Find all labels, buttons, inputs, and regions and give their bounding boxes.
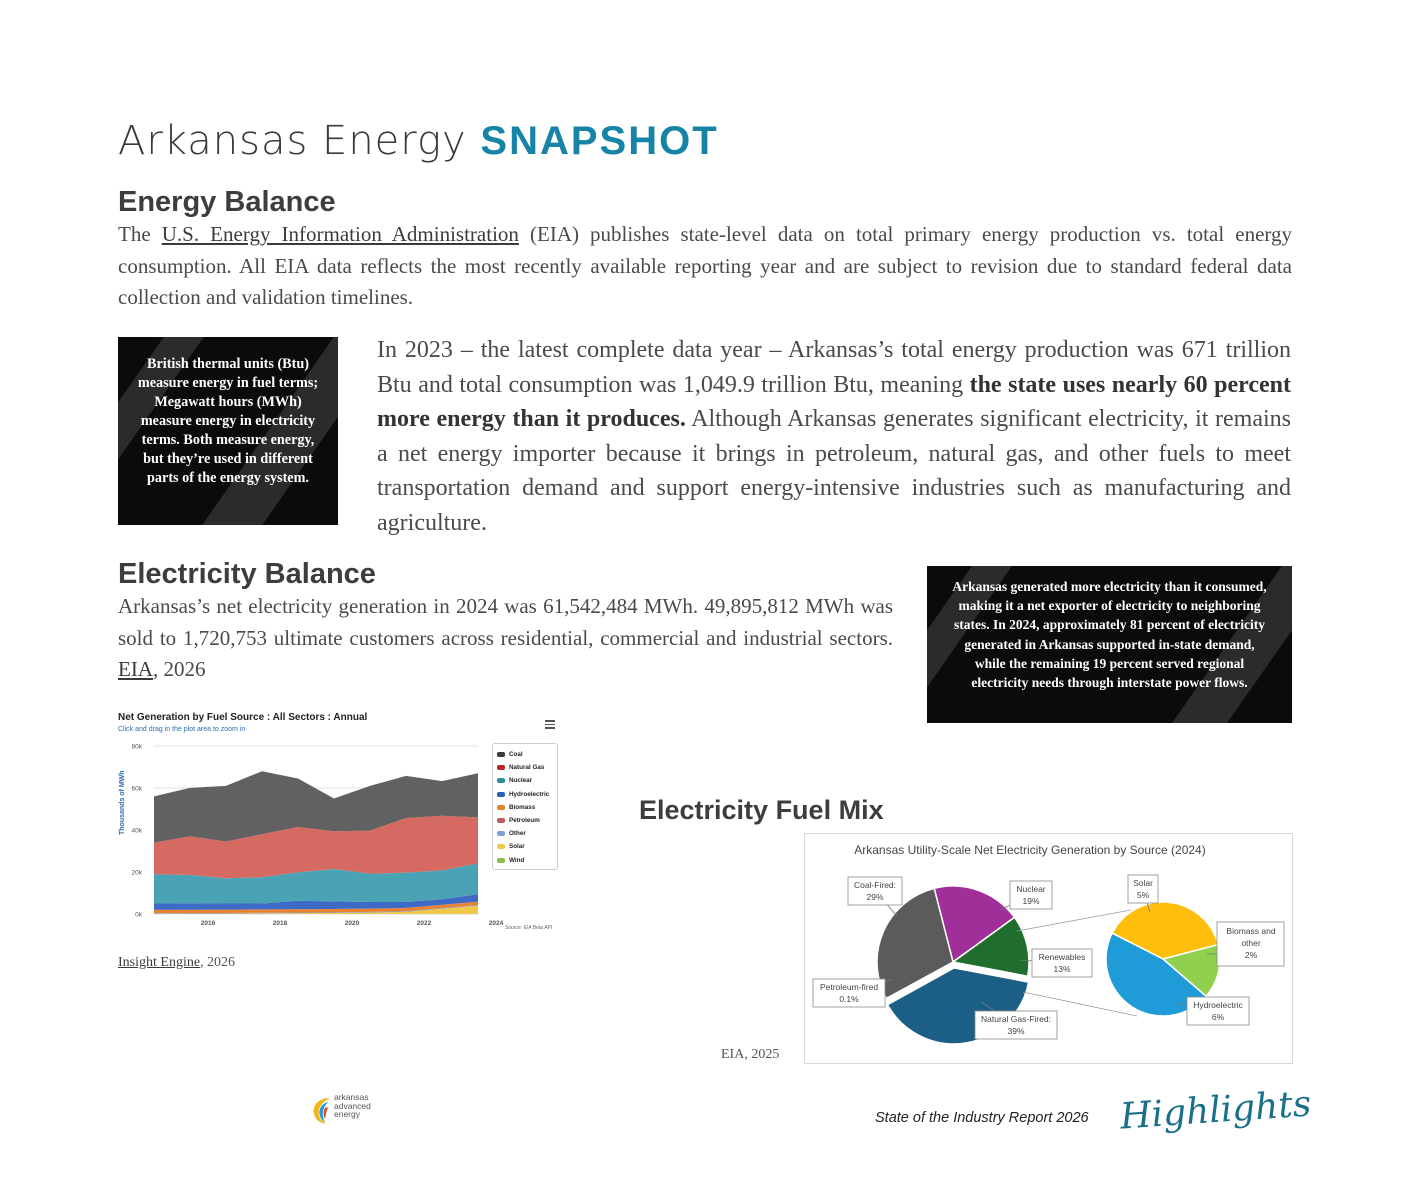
btu-note-box — [118, 337, 338, 525]
legend-label: Nuclear — [509, 777, 533, 785]
legend-item-solar[interactable] — [493, 840, 557, 853]
legend-swatch — [497, 805, 505, 810]
electricity-balance-body — [118, 591, 893, 686]
callout-text: Hydroelectric — [1193, 1000, 1243, 1010]
legend-swatch — [497, 858, 505, 863]
callout-renewables — [1020, 949, 1092, 977]
legend-label: Solar — [509, 843, 525, 851]
callout-text: 0.1% — [839, 994, 859, 1004]
legend-item-coal[interactable] — [493, 748, 557, 761]
area-xtick-label: 2020 — [344, 920, 360, 927]
pie-connector-line — [1017, 910, 1131, 931]
area-chart-title: Net Generation by Fuel Source : All Sectors : Annual — [118, 712, 368, 723]
legend-item-wind[interactable] — [493, 854, 557, 867]
legend-label: Other — [509, 830, 526, 838]
legend-swatch — [497, 844, 505, 849]
area-xtick-label: 2024 — [488, 920, 504, 927]
callout-text: 5% — [1136, 890, 1150, 900]
legend-label: Biomass — [509, 803, 536, 811]
legend-swatch — [497, 792, 505, 797]
legend-swatch — [497, 765, 505, 770]
legend-label: Wind — [509, 856, 525, 864]
logo-line-3: energy — [334, 1109, 360, 1119]
legend-label: Hydroelectric — [509, 790, 550, 798]
callout-hydro — [1177, 997, 1249, 1025]
area-chart-source: Source: EIA Beta API — [505, 925, 553, 931]
fuel-mix-cite: EIA, 2025 — [721, 1047, 780, 1062]
export-note-box — [927, 566, 1292, 723]
highlights-wordmark: Highlights — [1118, 1083, 1313, 1138]
callout-text: Solar — [1133, 878, 1153, 888]
pie-chart-title: Arkansas Utility-Scale Net Electricity Generation by Source (2024) — [854, 843, 1206, 857]
insight-engine-cite — [118, 955, 235, 971]
area-chart-legend — [492, 743, 558, 870]
area-xtick-label: 2022 — [416, 920, 432, 927]
legend-swatch — [497, 818, 505, 823]
callout-text: other — [1241, 938, 1261, 948]
aae-logo — [310, 1093, 380, 1127]
callout-text: Coal-Fired: — [853, 880, 897, 890]
callout-nuclear — [1000, 881, 1052, 910]
legend-item-biomass[interactable] — [493, 801, 557, 814]
logo-line-1: arkansas — [334, 1092, 369, 1102]
legend-label: Petroleum — [509, 817, 540, 825]
callout-text: Petroleum-fired — [819, 982, 879, 992]
energy-balance-intro — [118, 219, 1292, 314]
callout-text: Biomass and — [1226, 926, 1276, 936]
pie-chart-panel — [804, 833, 1293, 1064]
callout-text: 2% — [1244, 950, 1258, 960]
energy-body-a: In 2023 – the latest complete data year – Arkansas’s total energy production was 671 trillion Btu and total consumption was 1,049.9 trillion Btu, meaning — [377, 337, 1291, 398]
fuel-mix-heading: Electricity Fuel Mix — [639, 795, 884, 825]
electricity-body-text: Arkansas’s net electricity generation in 2024 was 61,542,484 MWh. 49,895,812 MWh was sold to 1,720,753 ultimate customers across residential, commercial and industrial sectors. — [118, 594, 893, 650]
legend-swatch — [497, 752, 505, 757]
callout-text: Natural Gas-Fired: — [981, 1014, 1051, 1024]
legend-item-nuclear[interactable] — [493, 774, 557, 787]
eia-cite-link[interactable]: EIA — [118, 657, 153, 681]
legend-swatch — [497, 778, 505, 783]
intro-prefix: The — [118, 222, 151, 246]
area-ytick-label: 0k — [135, 911, 142, 919]
callout-text: Renewables — [1038, 952, 1086, 962]
electricity-cite-year: , 2026 — [153, 657, 206, 681]
callout-text: 13% — [1053, 964, 1071, 974]
callout-biomass — [1207, 922, 1284, 966]
eia-link[interactable]: U.S. Energy Information Administration — [161, 222, 519, 246]
area-ytick-label: 60k — [131, 785, 142, 793]
callout-text: 29% — [866, 892, 884, 902]
page-title — [118, 118, 719, 164]
legend-label: Coal — [509, 751, 523, 759]
callout-petroleum — [813, 979, 893, 1007]
area-ytick-label: 40k — [131, 827, 142, 835]
callout-coal — [848, 877, 902, 916]
legend-item-other[interactable] — [493, 827, 557, 840]
legend-swatch — [497, 831, 505, 836]
legend-item-natural-gas[interactable] — [493, 761, 557, 774]
energy-body-b: Although Arkansas generates significant electricity, it remains a net energy importer because it brings in petroleum, natural gas, and other fuels to meet transportation demand and support energy-intensive industries such as manufacturing and agriculture. — [377, 406, 1292, 536]
report-title: State of the Industry Report 2026 — [875, 1110, 1089, 1126]
callout-text: Nuclear — [1016, 884, 1046, 894]
area-chart-subtitle: Click and drag in the plot area to zoom in — [118, 726, 246, 733]
area-xtick-label: 2016 — [200, 920, 216, 927]
insight-engine-year: , 2026 — [200, 955, 236, 970]
title-main: Arkansas Energy — [118, 118, 467, 164]
legend-item-hydroelectric[interactable] — [493, 788, 557, 801]
logo-line-2: advanced — [334, 1100, 371, 1111]
legend-item-petroleum[interactable] — [493, 814, 557, 827]
callout-text: 19% — [1022, 896, 1040, 906]
pie-chart-svg — [805, 834, 1292, 1063]
energy-body-bold: the state uses nearly 60 percent more energy than it produces. — [377, 371, 1291, 432]
title-accent: SNAPSHOT — [480, 119, 719, 163]
area-chart-ylabel: Thousands of MWh — [119, 770, 126, 835]
energy-balance-body — [377, 333, 1291, 540]
area-ytick-label: 80k — [131, 743, 142, 751]
area-chart-panel — [116, 708, 562, 938]
legend-label: Natural Gas — [509, 764, 545, 772]
intro-rest: (EIA) publishes state-level data on total primary energy production vs. total energy consumption. All EIA data reflects the most recently available reporting year and are subject to revision due to standard federal data collection and validation timelines. — [118, 222, 1293, 309]
area-ytick-label: 20k — [131, 869, 142, 877]
electricity-balance-heading: Electricity Balance — [118, 558, 376, 590]
logo-swirl-icon — [310, 1094, 334, 1126]
callout-text: 39% — [1007, 1026, 1025, 1036]
energy-balance-heading: Energy Balance — [118, 186, 336, 218]
callout-text: 6% — [1211, 1012, 1225, 1022]
area-xtick-label: 2018 — [272, 920, 288, 927]
export-note-text: Arkansas generated more electricity than it consumed, making it a net exporter of electricity to neighboring states. In 2024, approximately 81 percent of electricity generated in Arkansas supported in-state demand, while the remaining 19 percent served regional electricity needs through interstate power flows. — [952, 579, 1267, 691]
insight-engine-link[interactable]: Insight Engine — [118, 955, 201, 970]
btu-note-text: British thermal units (Btu) measure energy in fuel terms; Megawatt hours (MWh) measure energy in electricity terms. Both measure energy, but they’re used in different parts of the energy system. — [137, 356, 319, 486]
